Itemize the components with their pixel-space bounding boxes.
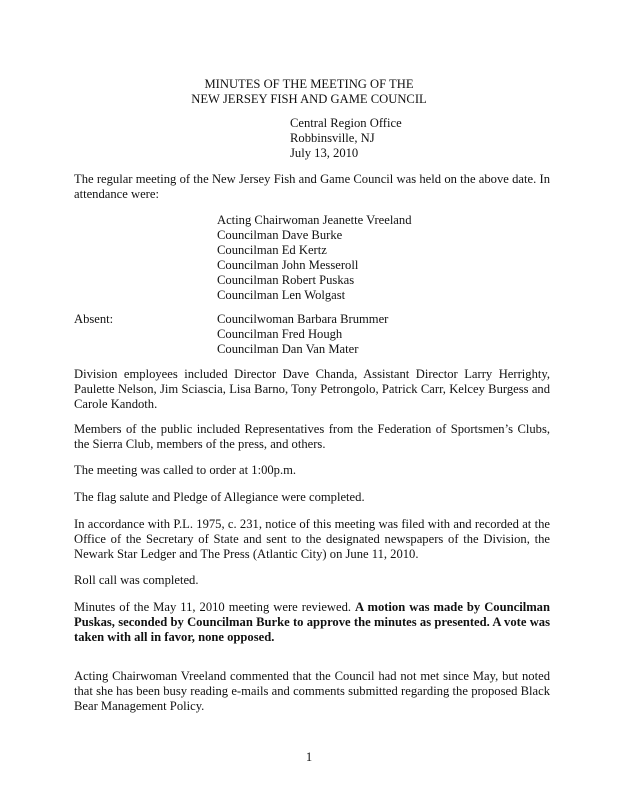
- document-title-line-2: NEW JERSEY FISH AND GAME COUNCIL: [191, 92, 427, 106]
- location-city: Robbinsville, NJ: [290, 131, 375, 145]
- absent-name: Councilwoman Barbara Brummer: [217, 312, 389, 326]
- meeting-date: July 13, 2010: [290, 146, 359, 160]
- page-number: 1: [305, 750, 313, 764]
- location-office: Central Region Office: [290, 116, 402, 130]
- absent-name: Councilman Fred Hough: [217, 327, 343, 341]
- public-paragraph: Members of the public included Representatives from the Federation of Sportsmen’s Clubs, the Sierra Club, members of the press, and others.: [74, 422, 550, 451]
- minutes-review-paragraph: [74, 600, 550, 645]
- absent-label: Absent:: [74, 312, 114, 326]
- attendee-name: Councilman Robert Puskas: [217, 273, 355, 287]
- minutes-motion-text: A motion was made by Councilman Puskas, seconded by Councilman Burke to approve the minutes as presented. A vote was taken with all in favor, none opposed.: [74, 600, 550, 644]
- minutes-review-text: Minutes of the May 11, 2010 meeting were reviewed.: [74, 600, 356, 614]
- absent-list: [217, 312, 388, 357]
- meeting-location: [290, 116, 402, 161]
- flag-salute-paragraph: The flag salute and Pledge of Allegiance were completed.: [74, 490, 365, 504]
- absent-name: Councilman Dan Van Mater: [217, 342, 359, 356]
- attendee-name: Councilman Ed Kertz: [217, 243, 327, 257]
- chair-comment-paragraph: Acting Chairwoman Vreeland commented that the Council had not met since May, but noted that she has been busy reading e-mails and comments submitted regarding the proposed Black Bear Management Policy.: [74, 669, 550, 713]
- employees-paragraph: Division employees included Director Dave Chanda, Assistant Director Larry Herrighty, Paulette Nelson, Jim Sciascia, Lisa Barno, Tony Petrongolo, Patrick Carr, Kelcey Burgess and Carole Kandoth.: [74, 367, 550, 411]
- call-to-order-paragraph: The meeting was called to order at 1:00p.m.: [74, 463, 297, 477]
- document-title-line-1: MINUTES OF THE MEETING OF THE: [204, 77, 414, 91]
- attendee-name: Councilman Len Wolgast: [217, 288, 346, 302]
- attendee-name: Acting Chairwoman Jeanette Vreeland: [217, 213, 412, 227]
- roll-call-paragraph: Roll call was completed.: [74, 573, 199, 587]
- notice-paragraph: In accordance with P.L. 1975, c. 231, notice of this meeting was filed with and recorded at the Office of the Secretary of State and sent to the designated newspapers of the Division, the Newark Star Ledger and The Press (Atlantic City) on June 11, 2010.: [74, 517, 550, 561]
- attendee-name: Councilman John Messeroll: [217, 258, 359, 272]
- intro-paragraph: The regular meeting of the New Jersey Fish and Game Council was held on the above date. In attendance were:: [74, 172, 550, 201]
- attendee-name: Councilman Dave Burke: [217, 228, 343, 242]
- attendee-list: [217, 213, 412, 303]
